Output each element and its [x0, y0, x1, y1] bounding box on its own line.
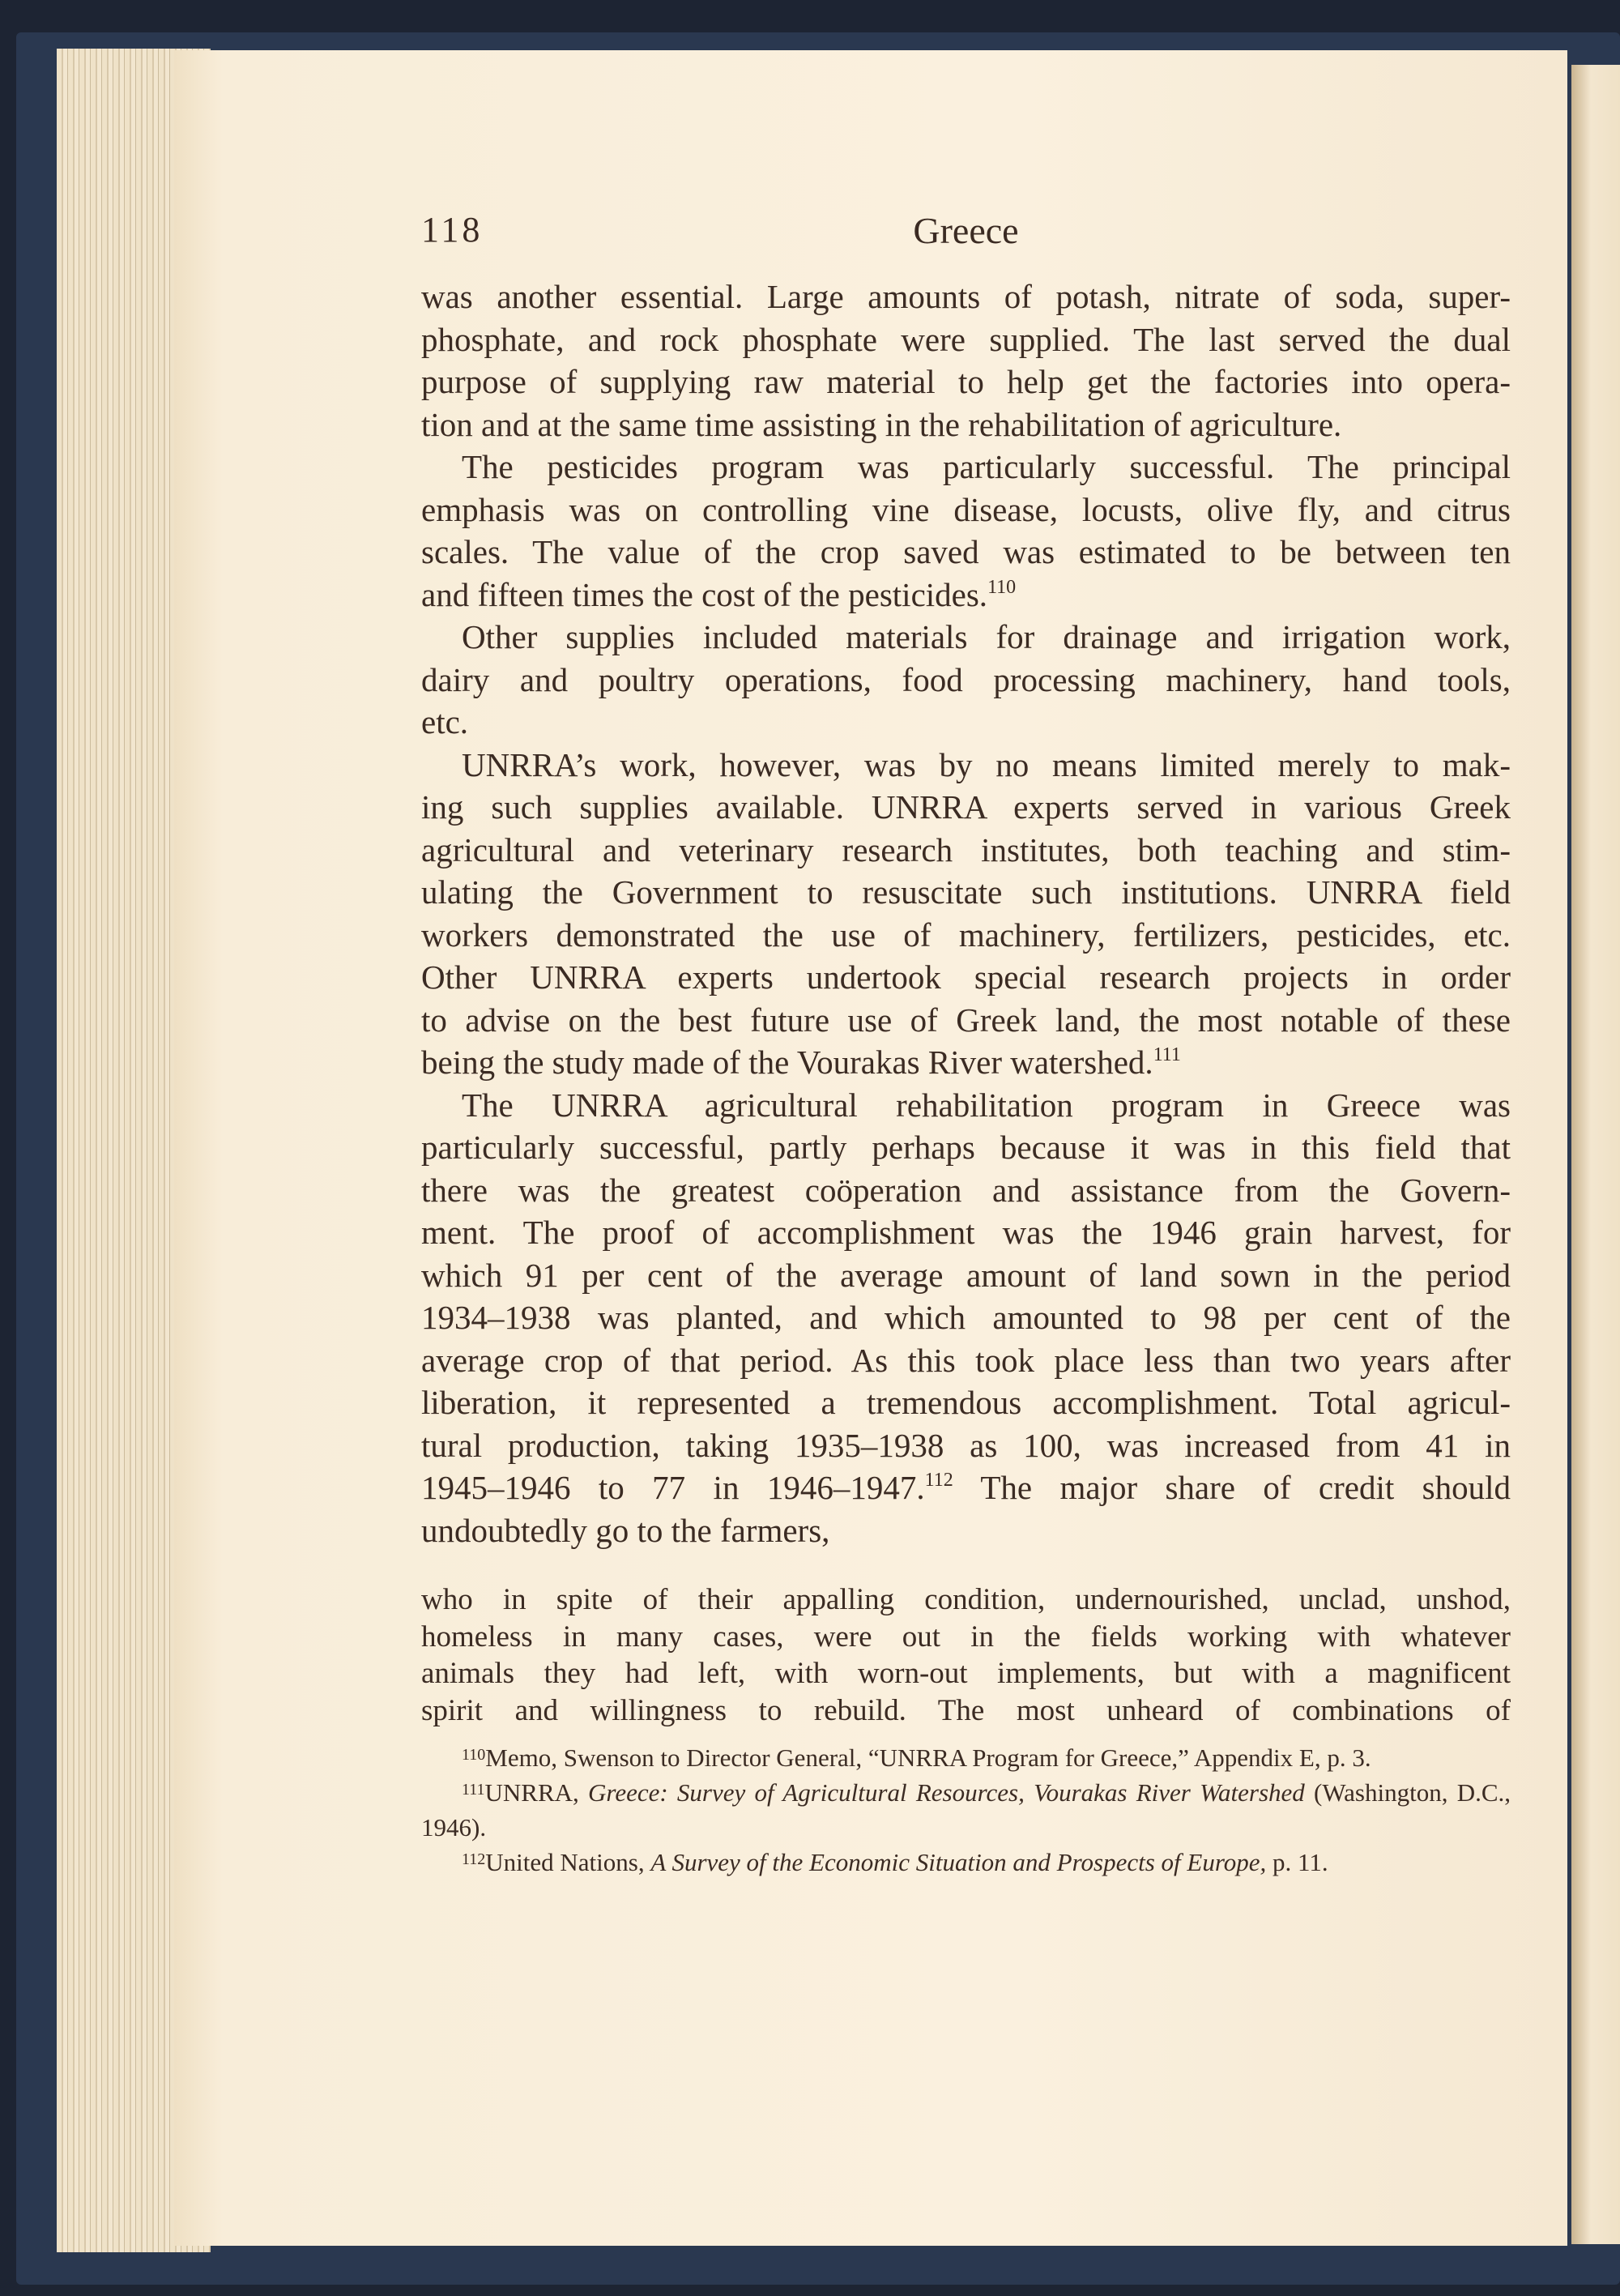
running-title: Greece: [913, 210, 1019, 251]
text-line: [421, 871, 1511, 914]
line-text: liberation, it represented a tremendous accomplishment. Total agricul-: [421, 1384, 1511, 1421]
paragraph: [421, 275, 1511, 446]
paragraph: [421, 1084, 1511, 1552]
text-line: [421, 744, 1511, 787]
text-line: [421, 1296, 1511, 1339]
line-text: which 91 per cent of the average amount of land sown in the period: [421, 1256, 1511, 1294]
line-text: The major share of credit should: [953, 1469, 1511, 1506]
line-text: to advise on the best future use of Greek land, the most notable of these: [421, 1001, 1511, 1039]
page-number: 118: [421, 210, 484, 250]
footnote: [421, 1740, 1511, 1775]
line-text: average crop of that period. As this took place less than two years after: [421, 1341, 1511, 1379]
facing-page-edge: [1571, 65, 1620, 2244]
line-text: etc.: [421, 703, 469, 740]
footnote-ref: 112: [924, 1470, 953, 1491]
line-text: scales. The value of the crop saved was estimated to be between ten: [421, 533, 1511, 570]
footnote-number: 111: [462, 1781, 485, 1799]
line-text: was another essential. Large amounts of potash, nitrate of soda, super-: [421, 278, 1511, 315]
text-line: [421, 531, 1511, 574]
text-line: [421, 1211, 1511, 1254]
footnote-text: Memo, Swenson to Director General, “UNRRA Program for Greece,” Appendix E, p. 3.: [485, 1743, 1371, 1772]
line-text: tion and at the same time assisting in the rehabilitation of agriculture.: [421, 405, 1342, 443]
text-line: [421, 403, 1511, 446]
text-line: [421, 956, 1511, 999]
line-text: workers demonstrated the use of machinery, fertilizers, pesticides, etc.: [421, 915, 1511, 954]
line-text: Other supplies included materials for drainage and irrigation work,: [462, 618, 1511, 655]
text-line: [421, 1509, 1511, 1552]
text-line: [421, 1424, 1511, 1467]
line-text: 1945–1946 to 77 in 1946–1947.: [421, 1469, 925, 1506]
line-text: ulating the Government to resuscitate such institutions. UNRRA field: [421, 873, 1511, 911]
text-line: [421, 701, 1511, 744]
line-text: and fifteen times the cost of the pesticides.: [421, 575, 988, 613]
text-line: [421, 1169, 1511, 1212]
line-text: tural production, taking 1935–1938 as 100, was increased from 41 in: [421, 1426, 1511, 1464]
paragraph: [421, 744, 1511, 1084]
footnote-ref: 110: [987, 576, 1017, 598]
text-line: [421, 489, 1511, 531]
footnote-number: 112: [462, 1850, 486, 1868]
footnote-number: 110: [462, 1746, 486, 1764]
text-line: [421, 1126, 1511, 1169]
quote-line: spirit and willingness to rebuild. The most unheard of combinations of: [421, 1693, 1511, 1727]
footnotes: [421, 1740, 1511, 1880]
footnote: [421, 1845, 1511, 1880]
line-text: dairy and poultry operations, food processing machinery, hand tools,: [421, 660, 1511, 698]
paragraph: [421, 616, 1511, 744]
line-text: ing such supplies available. UNRRA experts served in various Greek: [421, 788, 1511, 826]
line-text: phosphate, and rock phosphate were supplied. The last served the dual: [421, 320, 1511, 358]
text-line: [421, 361, 1511, 403]
line-text: 1934–1938 was planted, and which amounted to 98 per cent of the: [421, 1299, 1511, 1336]
footnote-text: (Washington, D.C., 1946).: [421, 1778, 1511, 1841]
line-text: purpose of supplying raw material to help get the factories into opera-: [421, 363, 1511, 400]
footnote: [421, 1775, 1511, 1845]
footnote-text: United Nations,: [485, 1848, 651, 1876]
line-text: there was the greatest coöperation and assistance from the Govern-: [421, 1171, 1511, 1209]
text-line: [421, 1339, 1511, 1382]
text-line: [421, 1254, 1511, 1297]
line-text: The pesticides program was particularly successful. The principal: [462, 448, 1511, 485]
text-line: [421, 275, 1511, 318]
quote-line: animals they had left, with worn-out implements, but with a magnificent: [421, 1657, 1511, 1690]
line-text: ment. The proof of accomplishment was the 1946 grain harvest, for: [421, 1214, 1511, 1251]
line-text: The UNRRA agricultural rehabilitation program in Greece was: [462, 1086, 1511, 1124]
text-line: [421, 914, 1511, 957]
footnote-text: p. 11.: [1266, 1848, 1328, 1876]
text-line: [421, 574, 1511, 617]
running-header: [421, 209, 1511, 258]
footnote-ref: 111: [1153, 1044, 1181, 1065]
footnote-title: Greece: Survey of Agricultural Resources, Vourakas River Watershed: [588, 1778, 1305, 1807]
body-text: [421, 275, 1511, 1551]
text-line: [421, 616, 1511, 659]
block-quote: [421, 1581, 1511, 1729]
text-line: [421, 446, 1511, 489]
text-line: [421, 1084, 1511, 1127]
footnote-title: A Survey of the Economic Situation and Prospects of Europe,: [650, 1848, 1267, 1876]
footnote-text: UNRRA,: [484, 1778, 589, 1807]
text-line: [421, 999, 1511, 1042]
text-line: [421, 829, 1511, 872]
text-line: [421, 786, 1511, 829]
line-text: undoubtedly go to the farmers,: [421, 1511, 830, 1549]
text-line: [421, 1041, 1511, 1084]
quote-line: homeless in many cases, were out in the fields working with whatever: [421, 1620, 1511, 1654]
text-line: [421, 1466, 1511, 1509]
line-text: Other UNRRA experts undertook special research projects in order: [421, 958, 1511, 996]
line-text: agricultural and veterinary research institutes, both teaching and stim-: [421, 830, 1511, 868]
line-text: emphasis was on controlling vine disease, locusts, olive fly, and citrus: [421, 490, 1511, 528]
line-text: UNRRA’s work, however, was by no means limited merely to mak-: [462, 745, 1511, 783]
line-text: being the study made of the Vourakas River watershed.: [421, 1043, 1153, 1081]
paragraph: [421, 446, 1511, 616]
text-line: [421, 1381, 1511, 1424]
line-text: particularly successful, partly perhaps because it was in this field that: [421, 1129, 1511, 1166]
text-line: [421, 659, 1511, 702]
text-line: [421, 318, 1511, 361]
quote-line: who in spite of their appalling condition, undernourished, unclad, unshod,: [421, 1583, 1511, 1616]
